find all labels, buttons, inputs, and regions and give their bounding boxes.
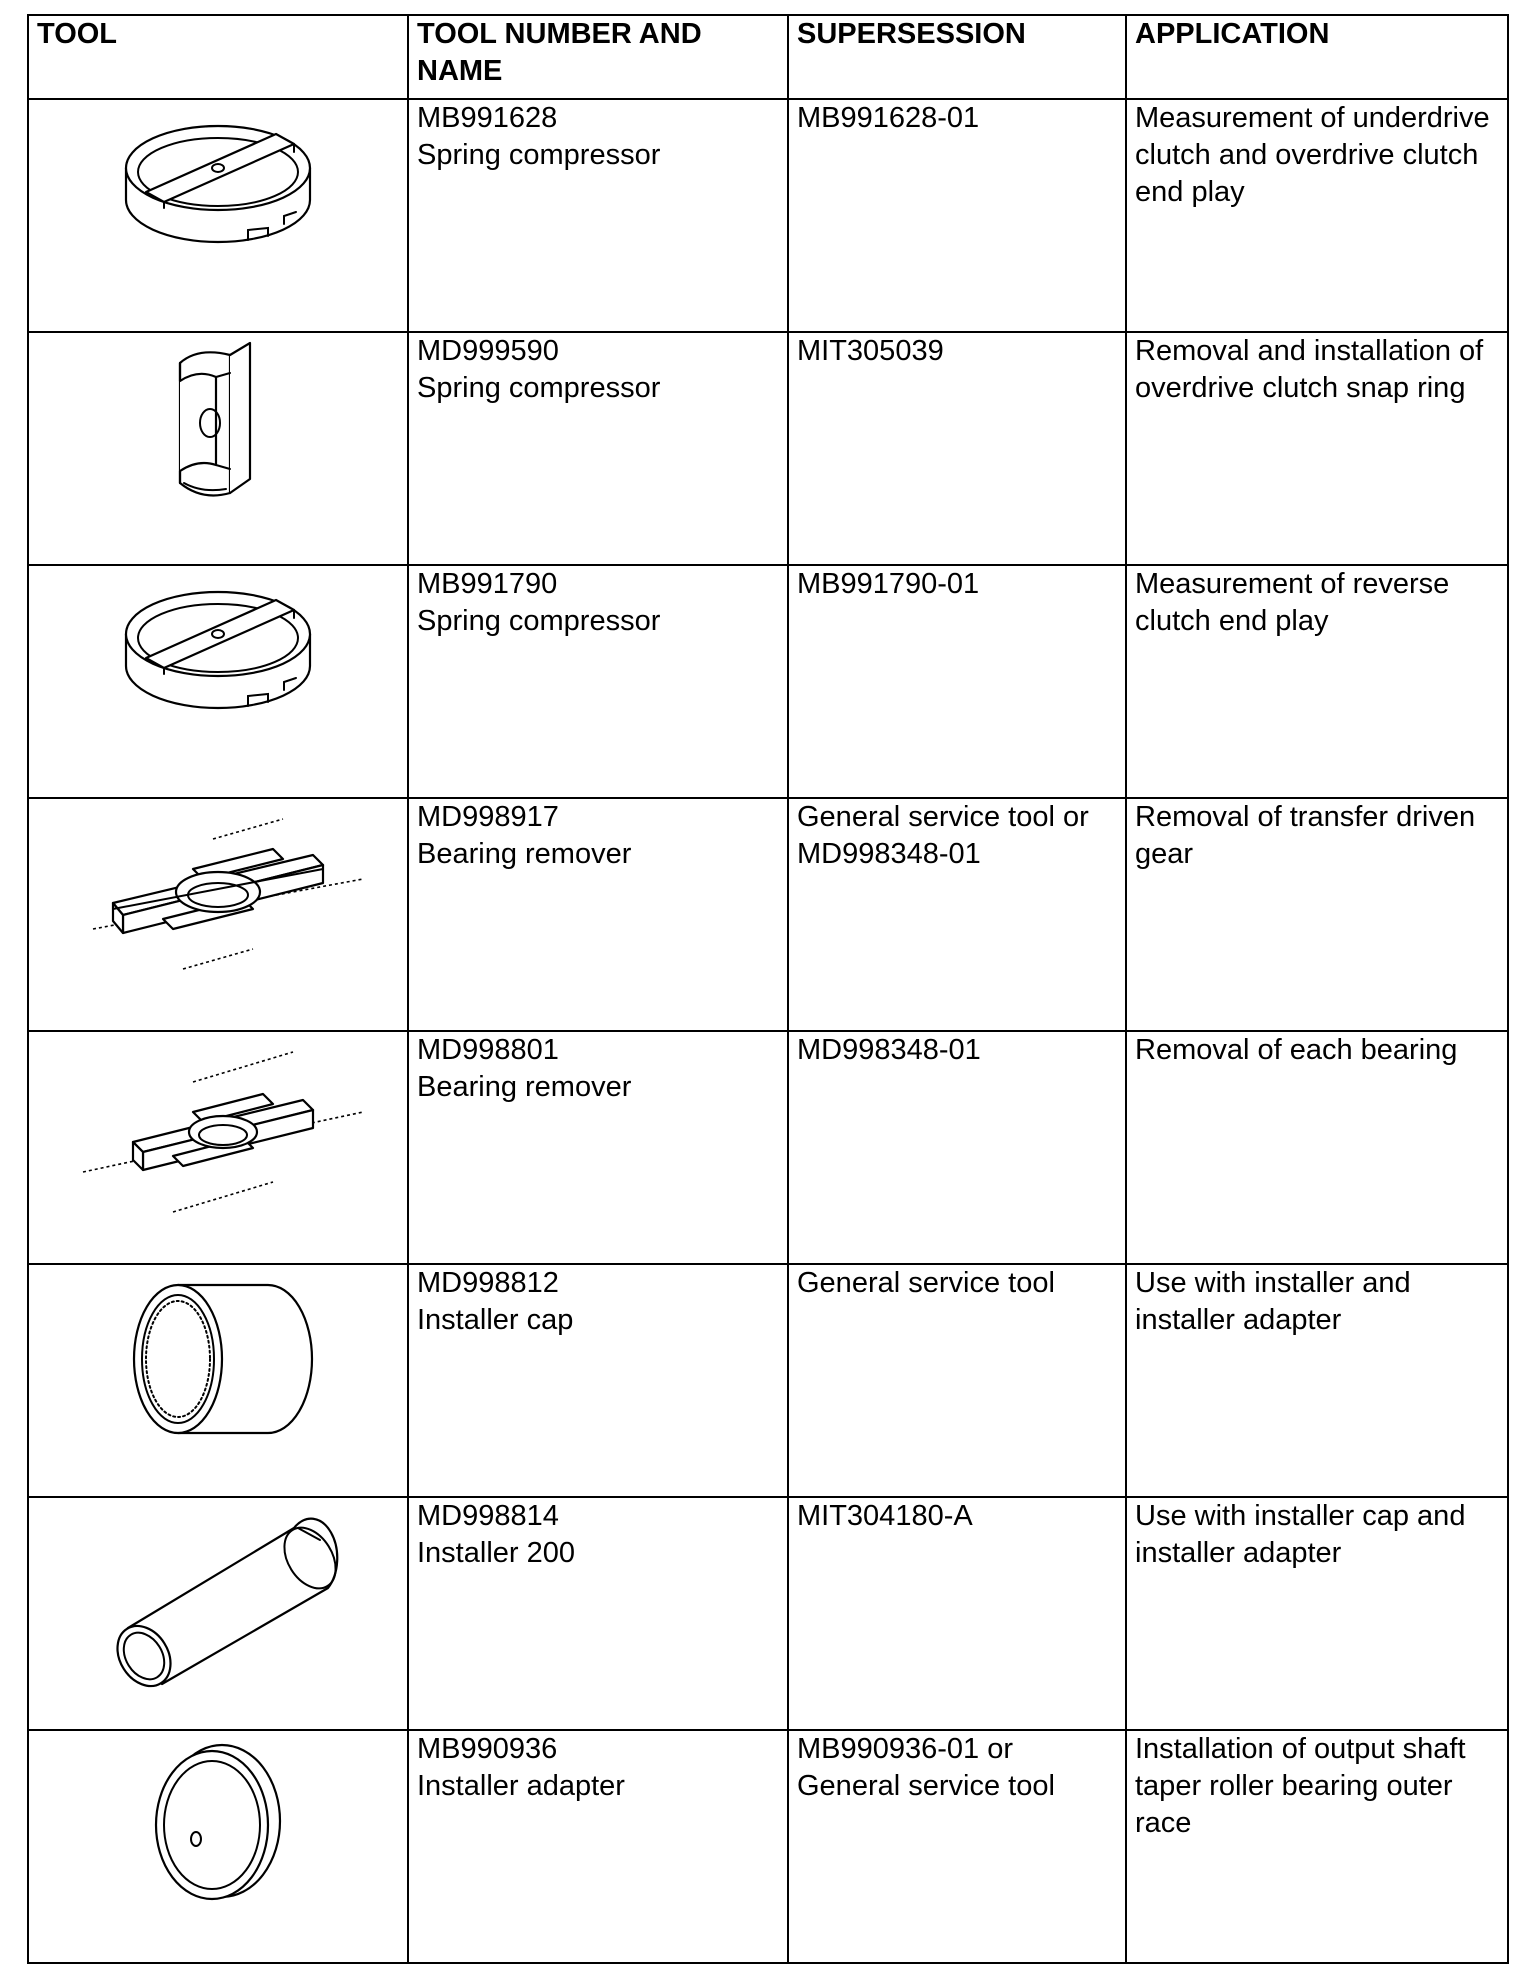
- tool-image-cell: [28, 1730, 408, 1963]
- supersession-cell: MB990936-01 or General service tool: [788, 1730, 1126, 1963]
- table-row: [28, 1497, 1508, 1730]
- supersession-cell: MB991628-01: [788, 99, 1126, 332]
- application-cell: Measurement of reverse clutch end play: [1126, 565, 1508, 798]
- supersession-cell: General service tool or MD998348-01: [788, 798, 1126, 1031]
- installer-tube-icon: [88, 1498, 348, 1688]
- tool-image-cell: [28, 1031, 408, 1264]
- application-cell: Use with installer and installer adapter: [1126, 1264, 1508, 1497]
- tool-image-cell: [28, 565, 408, 798]
- tool-number-name-cell: MB991628 Spring compressor: [408, 99, 788, 332]
- supersession-cell: MIT305039: [788, 332, 1126, 565]
- header-tool-number-name: TOOL NUMBER AND NAME: [408, 15, 788, 99]
- tool-image-cell: [28, 1497, 408, 1730]
- tool-image-cell: [28, 1264, 408, 1497]
- ring-spring-compressor-icon: [98, 566, 338, 736]
- table-row: [28, 1730, 1508, 1963]
- tool-number-name-cell: MD998812 Installer cap: [408, 1264, 788, 1497]
- tool-number-name-cell: MB991790 Spring compressor: [408, 565, 788, 798]
- ring-spring-compressor-icon: [98, 100, 338, 270]
- tool-number-name-cell: MD999590 Spring compressor: [408, 332, 788, 565]
- supersession-cell: MB991790-01: [788, 565, 1126, 798]
- installer-adapter-icon: [138, 1731, 298, 1911]
- table-row: [28, 565, 1508, 798]
- installer-cap-icon: [118, 1265, 318, 1445]
- tool-number-name-cell: MD998814 Installer 200: [408, 1497, 788, 1730]
- tool-image-cell: [28, 332, 408, 565]
- supersession-cell: MD998348-01: [788, 1031, 1126, 1264]
- header-application: APPLICATION: [1126, 15, 1508, 99]
- table-row: [28, 798, 1508, 1031]
- application-cell: Installation of output shaft taper roller bearing outer race: [1126, 1730, 1508, 1963]
- table-row: [28, 332, 1508, 565]
- table-row: [28, 1031, 1508, 1264]
- supersession-cell: MIT304180-A: [788, 1497, 1126, 1730]
- application-cell: Use with installer cap and installer adapter: [1126, 1497, 1508, 1730]
- header-tool: TOOL: [28, 15, 408, 99]
- tool-image-cell: [28, 99, 408, 332]
- table-header-row: [28, 15, 1508, 99]
- tool-number-name-cell: MD998917 Bearing remover: [408, 798, 788, 1031]
- application-cell: Removal of each bearing: [1126, 1031, 1508, 1264]
- supersession-cell: General service tool: [788, 1264, 1126, 1497]
- table-row: [28, 1264, 1508, 1497]
- bearing-remover-icon: [53, 799, 383, 989]
- bearing-remover-icon: [53, 1032, 383, 1222]
- special-tools-table: [27, 14, 1509, 1964]
- header-supersession: SUPERSESSION: [788, 15, 1126, 99]
- tool-image-cell: [28, 798, 408, 1031]
- application-cell: Removal of transfer driven gear: [1126, 798, 1508, 1031]
- bracket-spring-compressor-icon: [158, 333, 278, 513]
- application-cell: Measurement of underdrive clutch and overdrive clutch end play: [1126, 99, 1508, 332]
- table-row: [28, 99, 1508, 332]
- tool-number-name-cell: MB990936 Installer adapter: [408, 1730, 788, 1963]
- application-cell: Removal and installation of overdrive clutch snap ring: [1126, 332, 1508, 565]
- tool-number-name-cell: MD998801 Bearing remover: [408, 1031, 788, 1264]
